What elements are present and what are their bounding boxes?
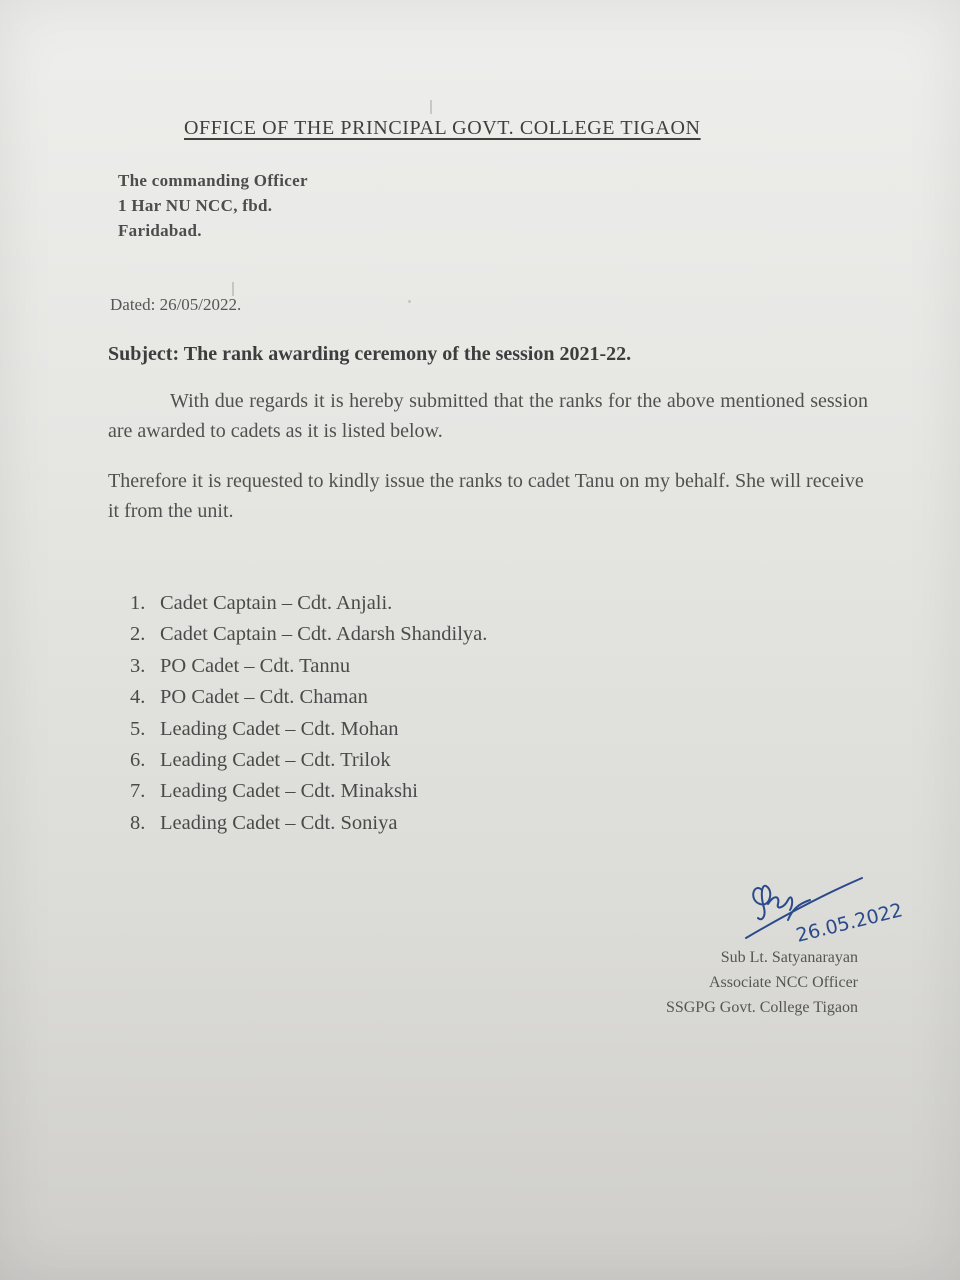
letter-subject: Subject: The rank awarding ceremony of the session 2021-22.	[108, 343, 632, 365]
body-paragraph-1	[108, 386, 868, 446]
rank-item: 1. Cadet Captain – Cdt. Anjali.	[130, 592, 393, 614]
rank-item: 5. Leading Cadet – Cdt. Mohan	[130, 717, 399, 740]
rank-item: 8. Leading Cadet – Cdt. Soniya	[130, 811, 398, 834]
recipient-line-2: 1 Har NU NCC, fbd.	[118, 196, 273, 215]
rank-item: 7. Leading Cadet – Cdt. Minakshi	[130, 780, 418, 803]
letter-date: Dated: 26/05/2022.	[110, 295, 242, 314]
handwritten-signature	[740, 860, 950, 950]
rank-list	[130, 592, 487, 843]
body-paragraph-1-text: With due regards it is hereby submitted that the ranks for the above mentioned session are awarded to cadets as it is listed below.	[108, 390, 868, 442]
rank-item: 6. Leading Cadet – Cdt. Trilok	[130, 748, 391, 771]
rank-item: 4. PO Cadet – Cdt. Chaman	[130, 686, 368, 709]
recipient-line-3: Faridabad.	[118, 221, 202, 240]
rank-item: 3. PO Cadet – Cdt. Tannu	[130, 654, 351, 677]
paper-mark	[430, 100, 432, 114]
office-heading: OFFICE OF THE PRINCIPAL GOVT. COLLEGE TIGAON	[184, 117, 701, 139]
body-paragraph-2: Therefore it is requested to kindly issue the ranks to cadet Tanu on my behalf. She will receive it from the unit.	[108, 470, 864, 522]
rank-item: 2. Cadet Captain – Cdt. Adarsh Shandilya.	[130, 623, 488, 646]
signature-date: 26.05.2022	[793, 899, 905, 947]
recipient-line-1: The commanding Officer	[118, 171, 308, 190]
signatory-title: Associate NCC Officer	[709, 974, 858, 991]
paper-mark	[232, 282, 234, 296]
signatory-institution: SSGPG Govt. College Tigaon	[665, 999, 858, 1016]
signatory-name: Sub Lt. Satyanarayan	[720, 949, 858, 966]
paper-mark	[408, 300, 411, 303]
